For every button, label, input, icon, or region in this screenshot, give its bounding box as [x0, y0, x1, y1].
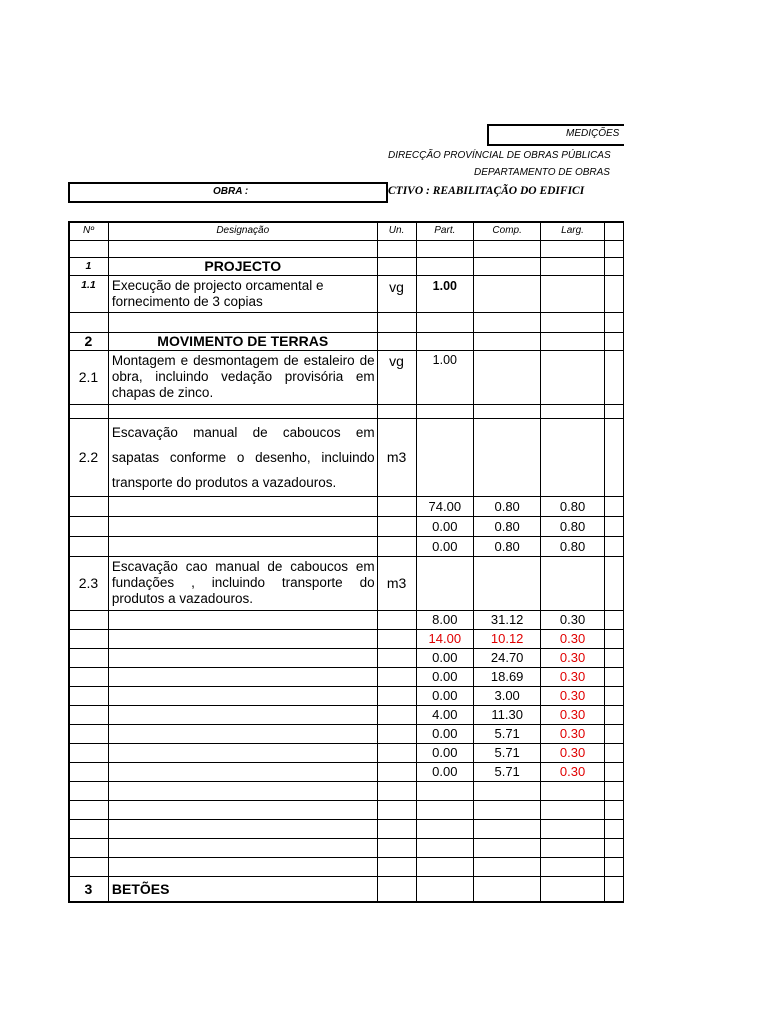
- row-larg: 0.30: [541, 686, 605, 705]
- section-row: [69, 333, 624, 351]
- section-title: PROJECTO: [108, 258, 377, 276]
- col-header-designacao: Designação: [108, 222, 377, 241]
- row-part: 14.00: [416, 629, 474, 648]
- item-description: Execução de projecto orcamental e fornecimento de 3 copias: [108, 276, 377, 313]
- item-part: 1.00: [416, 276, 474, 313]
- section-number: 1: [69, 258, 109, 276]
- sheet-title: MEDIÇÕES: [566, 128, 620, 139]
- table-row: [69, 516, 624, 536]
- row-larg: 0.80: [541, 496, 605, 516]
- item-number: 2.3: [69, 556, 109, 610]
- row-comp: 0.80: [474, 496, 541, 516]
- header-line-directorate: DIRECÇÃO PROVÍNCIAL DE OBRAS PÚBLICAS: [388, 150, 611, 161]
- table-row: [69, 496, 624, 516]
- table-row: [69, 556, 624, 610]
- row-comp: 31.12: [474, 610, 541, 629]
- section-number: 2: [69, 333, 109, 351]
- row-part: 0.00: [416, 667, 474, 686]
- table-row: [69, 762, 624, 781]
- table-row: [69, 629, 624, 648]
- item-description: Montagem e desmontagem de estaleiro de obra, incluindo vedação provisória em chapas de zinco.: [108, 351, 377, 405]
- item-number: 2.2: [69, 419, 109, 497]
- row-comp: 3.00: [474, 686, 541, 705]
- table-row: [69, 610, 624, 629]
- row-comp: 0.80: [474, 536, 541, 556]
- obra-label: OBRA :: [213, 186, 249, 197]
- row-comp: 5.71: [474, 762, 541, 781]
- row-comp: 18.69: [474, 667, 541, 686]
- table-row: [69, 276, 624, 313]
- item-description: Escavação manual de caboucos em sapatas conforme o desenho, incluindo transporte do produtos a vazadouros.: [108, 419, 377, 497]
- row-larg: 0.30: [541, 705, 605, 724]
- column-header-row: [69, 222, 624, 241]
- item-number: 1.1: [69, 276, 109, 313]
- project-title: CTIVO : REABILITAÇÃO DO EDIFICI: [388, 185, 585, 197]
- row-part: 0.00: [416, 516, 474, 536]
- section-row: [69, 876, 624, 902]
- row-larg: 0.30: [541, 629, 605, 648]
- row-larg: 0.30: [541, 610, 605, 629]
- row-larg: 0.30: [541, 724, 605, 743]
- table-row: [69, 648, 624, 667]
- row-larg: 0.30: [541, 743, 605, 762]
- item-description: Escavação cao manual de caboucos em fundações , incluindo transporte do produtos a vazadouros.: [108, 556, 377, 610]
- row-part: 74.00: [416, 496, 474, 516]
- row-comp: 5.71: [474, 743, 541, 762]
- row-comp: 24.70: [474, 648, 541, 667]
- col-header-n: Nº: [69, 222, 109, 241]
- row-part: 0.00: [416, 686, 474, 705]
- row-larg: 0.80: [541, 536, 605, 556]
- item-unit: m3: [377, 419, 416, 497]
- col-header-part: Part.: [416, 222, 474, 241]
- header-line-department: DEPARTAMENTO DE OBRAS: [474, 167, 610, 178]
- item-unit: vg: [377, 351, 416, 405]
- table-row: [69, 724, 624, 743]
- row-part: 0.00: [416, 536, 474, 556]
- row-comp: 10.12: [474, 629, 541, 648]
- measurements-table: [68, 221, 624, 903]
- row-larg: 0.80: [541, 516, 605, 536]
- row-part: 0.00: [416, 724, 474, 743]
- item-number: 2.1: [69, 351, 109, 405]
- row-part: 0.00: [416, 743, 474, 762]
- col-header-larg: Larg.: [541, 222, 605, 241]
- item-unit: m3: [377, 556, 416, 610]
- section-title: MOVIMENTO DE TERRAS: [108, 333, 377, 351]
- row-comp: 0.80: [474, 516, 541, 536]
- table-row: [69, 536, 624, 556]
- table-row: [69, 351, 624, 405]
- row-comp: 5.71: [474, 724, 541, 743]
- row-part: 4.00: [416, 705, 474, 724]
- row-part: 0.00: [416, 648, 474, 667]
- row-part: 8.00: [416, 610, 474, 629]
- table-row: [69, 686, 624, 705]
- row-larg: 0.30: [541, 667, 605, 686]
- col-header-un: Un.: [377, 222, 416, 241]
- table-row: [69, 743, 624, 762]
- table-row: [69, 705, 624, 724]
- row-part: 0.00: [416, 762, 474, 781]
- row-larg: 0.30: [541, 762, 605, 781]
- section-row: [69, 258, 624, 276]
- item-unit: vg: [377, 276, 416, 313]
- table-row: [69, 667, 624, 686]
- row-larg: 0.30: [541, 648, 605, 667]
- col-header-comp: Comp.: [474, 222, 541, 241]
- item-part: 1.00: [416, 351, 474, 405]
- row-comp: 11.30: [474, 705, 541, 724]
- section-number: 3: [69, 876, 109, 902]
- section-title: BETÕES: [108, 876, 377, 902]
- table-row: [69, 419, 624, 497]
